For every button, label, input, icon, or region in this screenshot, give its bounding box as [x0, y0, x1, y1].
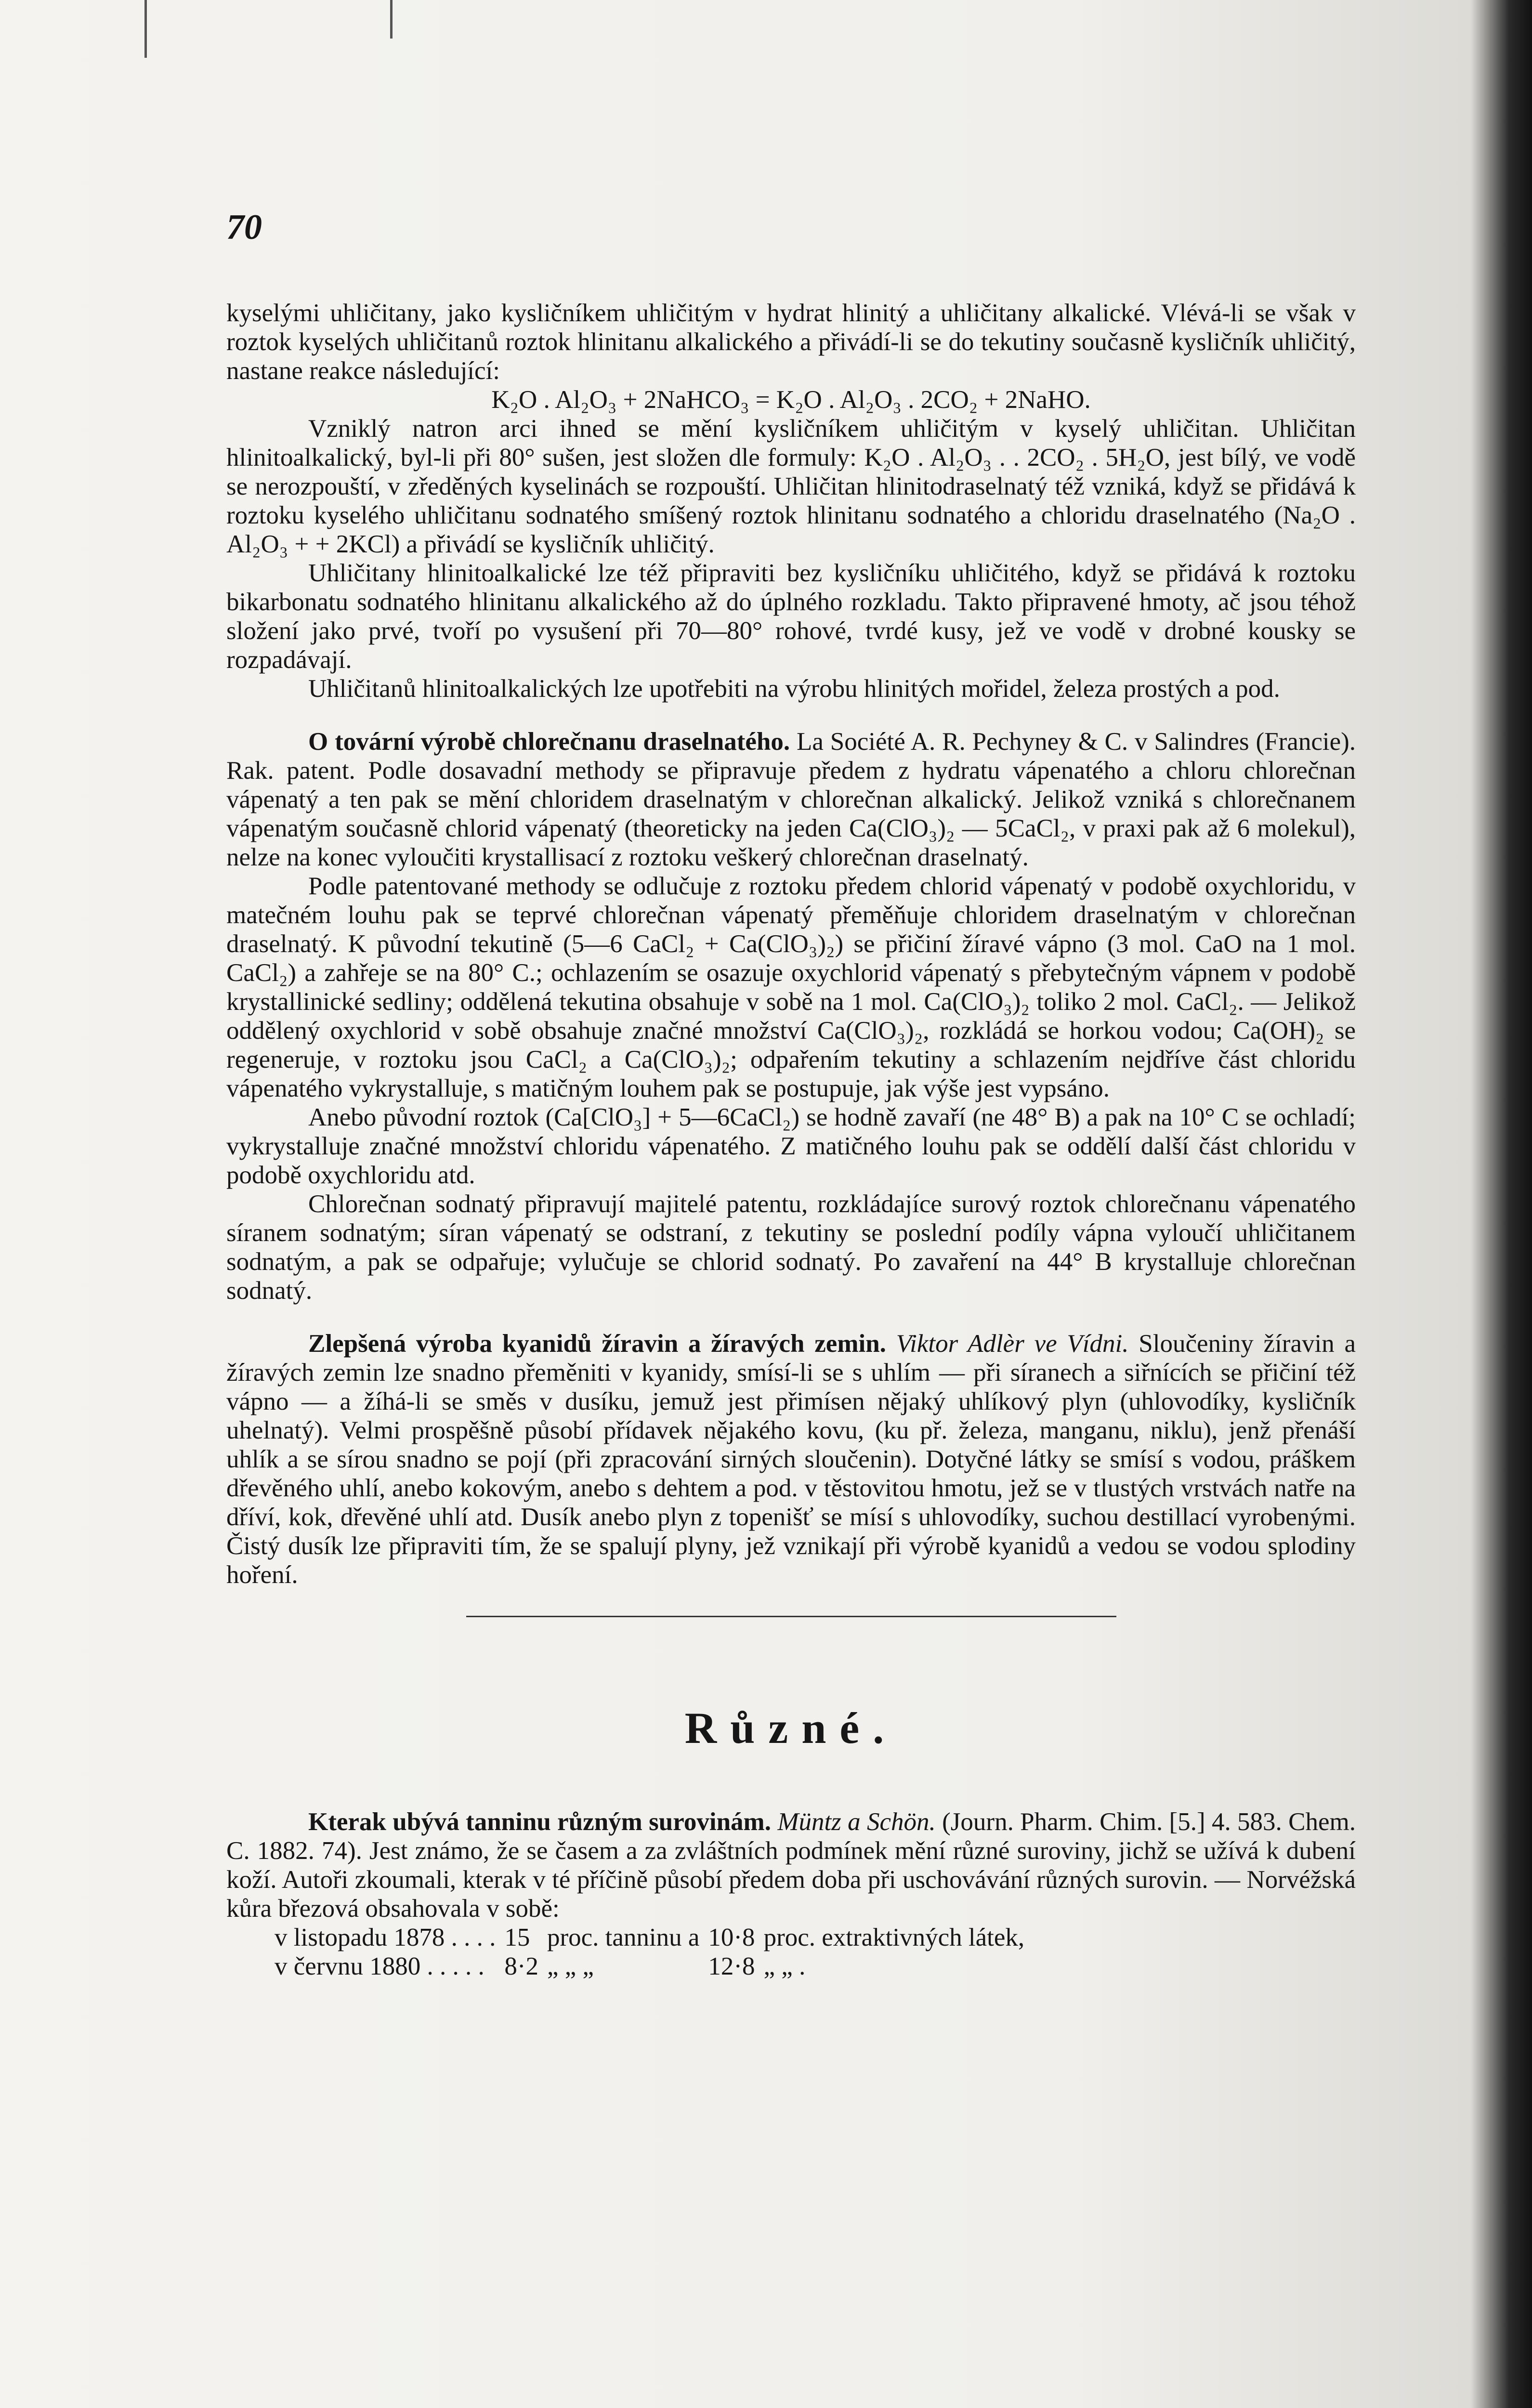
page-number: 70	[226, 208, 262, 247]
article-text: (Journ. Pharm. Chim. [5.] 4. 583. Chem. C. 1882. 74). Jest známo, že se časem a za zvláštních podmínek mění různé suroviny, jichž se užívá k dubení koží. Autoři zkoumali, kterak v té příčině působí předem doba při uschovávání různých surovin. — Norvéžská kůra březová obsahovala v sobě:	[226, 1808, 1356, 1923]
scan-edge-mark	[390, 0, 393, 39]
table-row	[275, 1952, 1033, 1981]
article-chlorate	[226, 727, 1356, 872]
table-row	[275, 1923, 1033, 1952]
article-text: La Société A. R. Pechyney & C. v Salindres (Francie). Rak. patent. Podle dosavadní methody se připravuje předem z hydratu vápenatého a chloru chlorečnan vápenatý a ten pak se mění chloridem draselnatým v chlorečnan alkalický. Jelikož vzniká s chlorečnanem vápenatým současně chlorid vápenatý (theoreticky na jeden Ca(ClO₃)₂ — 5CaCl₂, v praxi pak až 6 molekul), nelze na konec vyloučiti krystallisací z roztoku veškerý chlorečnan draselnatý.	[226, 728, 1356, 871]
unit-text: proc. tanninu a	[547, 1924, 700, 1951]
article-tannin	[226, 1807, 1356, 1923]
row-label: v listopadu 1878 . . . .	[275, 1924, 496, 1951]
paragraph: Anebo původní roztok (Ca[ClO₃] + 5—6CaCl₂) se hodně zavaří (ne 48° B) a pak na 10° C se ochladí; vykrystalluje značné množství chloridu vápenatého. Z matičného louhu pak se oddělí další část chloridu v podobě oxychloridu atd.	[226, 1103, 1356, 1189]
article-heading: Zlepšená výroba kyanidů žíravin a žíravých zemin.	[308, 1330, 886, 1358]
tannin-value: 8·2	[504, 1952, 538, 1980]
chemical-equation: K₂O . Al₂O₃ + 2NaHCO₃ = K₂O . Al₂O₃ . 2CO₂ + 2NaHO.	[491, 386, 1091, 414]
row-label: v červnu 1880 . . . . .	[275, 1952, 484, 1980]
unit-text: „ „ .	[763, 1952, 806, 1980]
paragraph: Uhličitany hlinitoalkalické lze též připraviti bez kysličníku uhličitého, když se přidává k roztoku bikarbonatu sodnatého hlinitanu alkalického až do úplného rozkladu. Takto připravené hmoty, ač jsou téhož složení jako prvé, tvoří po vysušení při 70—80° rohové, tvrdé kusy, jež ve vodě v drobné kousky se rozpadávají.	[226, 559, 1356, 674]
unit-text: proc. extraktivných látek,	[763, 1924, 1025, 1951]
article-text: Sloučeniny žíravin a žíravých zemin lze snadno přeměniti v kyanidy, smísí-li se s uhlím — při síranech a siřnících se přičiní též vápno — a žíhá-li se směs v dusíku, jemuž jest přimísen nějaký uhlíkový plyn (uhlovodíky, kysličník uhelnatý). Velmi prospěšně působí přídavek nějakého kovu, (ku př. železa, manganu, niklu), jenž přenáší uhlík a se sírou snadno se pojí (při zpracování sirných sloučenin). Dotyčné látky se smísí s vodou, práškem dřevěného uhlí, anebo kokovým, anebo s dehtem a pod. v těstovitou hmotu, jež se v tlustých vrstvách natře na dříví, kok, dřevěné uhlí atd. Dusík anebo plyn z topenišť se mísí s uhlovodíky, suchou destillací vyrobenými. Čistý dusík lze připraviti tím, že se spalují plyny, jež vznikají při výrobě kyanidů a vedou se vodou splodiny hoření.	[226, 1330, 1356, 1589]
article-cyanides	[226, 1329, 1356, 1589]
unit-text: „ „ „	[547, 1952, 594, 1980]
paragraph: kyselými uhličitany, jako kysličníkem uhličitým v hydrat hlinitý a uhličitany alkalické. Vlévá-li se však v roztok kyselých uhličitanů roztok hlinitanu alkalického a přivádí-li se do tekutiny současně kysličník uhličitý, nastane reakce následující:	[226, 299, 1356, 385]
paragraph: Chlorečnan sodnatý připravují majitelé patentu, rozkládajíce surový roztok chlorečnanu vápenatého síranem sodnatým; síran vápenatý se odstraní, z tekutiny se poslední podíly vápna vyloučí uhličitanem sodnatým, a pak se odpařuje; vylučuje se chlorid sodnatý. Po zavaření na 44° B krystalluje chlorečnan sodnatý.	[226, 1190, 1356, 1305]
extract-value: 10·8	[708, 1924, 755, 1951]
article-heading: O tovární výrobě chlorečnanu draselnatého.	[308, 728, 790, 756]
paragraph: Vzniklý natron arci ihned se mění kysličníkem uhličitým v kyselý uhličitan. Uhličitan hlinitoalkalický, byl-li při 80° sušen, jest složen dle formuly: K₂O . Al₂O₃ . . 2CO₂ . 5H₂O, jest bílý, ve vodě se nerozpouští, v zředěných kyselinách se rozpouští. Uhličitan hlinitodraselnatý též vzniká, když se přidává k roztoku kyselého uhličitanu sodnatého smíšený roztok hlinitanu sodnatého a chloridu draselnatého (Na₂O . Al₂O₃ + + 2KCl) a přivádí se kysličník uhličitý.	[226, 415, 1356, 558]
section-title: Různé.	[684, 1703, 898, 1753]
paragraph: Podle patentované methody se odlučuje z roztoku předem chlorid vápenatý v podobě oxychloridu, v matečném louhu pak se teprvé chlorečnan vápenatý přeměňuje chloridem draselnatým v chlorečnan draselnatý. K původní tekutině (5—6 CaCl₂ + Ca(ClO₃)₂) se přičiní žíravé vápno (3 mol. CaO na 1 mol. CaCl₂) a zahřeje se na 80° C.; ochlazením se osazuje oxychlorid vápenatý s přebytečným vápnem v podobě krystallinické sedliny; oddělená tekutina obsahuje v sobě na 1 mol. Ca(ClO₃)₂ toliko 2 mol. CaCl₂. — Jelikož oddělený oxychlorid v sobě obsahuje značné množství Ca(ClO₃)₂, rozkládá se horkou vodou; Ca(OH)₂ se regeneruje, v roztoku jsou CaCl₂ a Ca(ClO₃)₂; odpařením tekutiny a schlazením nejdříve část chloridu vápenatého vykrystalluje, s matičným louhem pak se postupuje, jak výše jest vypsáno.	[226, 872, 1356, 1102]
scan-edge-mark	[144, 0, 147, 58]
paragraph: Uhličitanů hlinitoalkalických lze upotřebiti na výrobu hlinitých mořidel, železa prostých a pod.	[308, 675, 1280, 703]
article-heading: Kterak ubývá tanninu různým surovinám.	[308, 1808, 771, 1836]
page-content	[226, 299, 1356, 1981]
tannin-table	[275, 1923, 1033, 1981]
tannin-value: 15	[504, 1924, 530, 1951]
section-divider	[466, 1616, 1116, 1617]
article-author: Müntz a Schön.	[777, 1808, 936, 1836]
extract-value: 12·8	[708, 1952, 755, 1980]
article-author: Viktor Adlèr ve Vídni.	[896, 1330, 1129, 1358]
